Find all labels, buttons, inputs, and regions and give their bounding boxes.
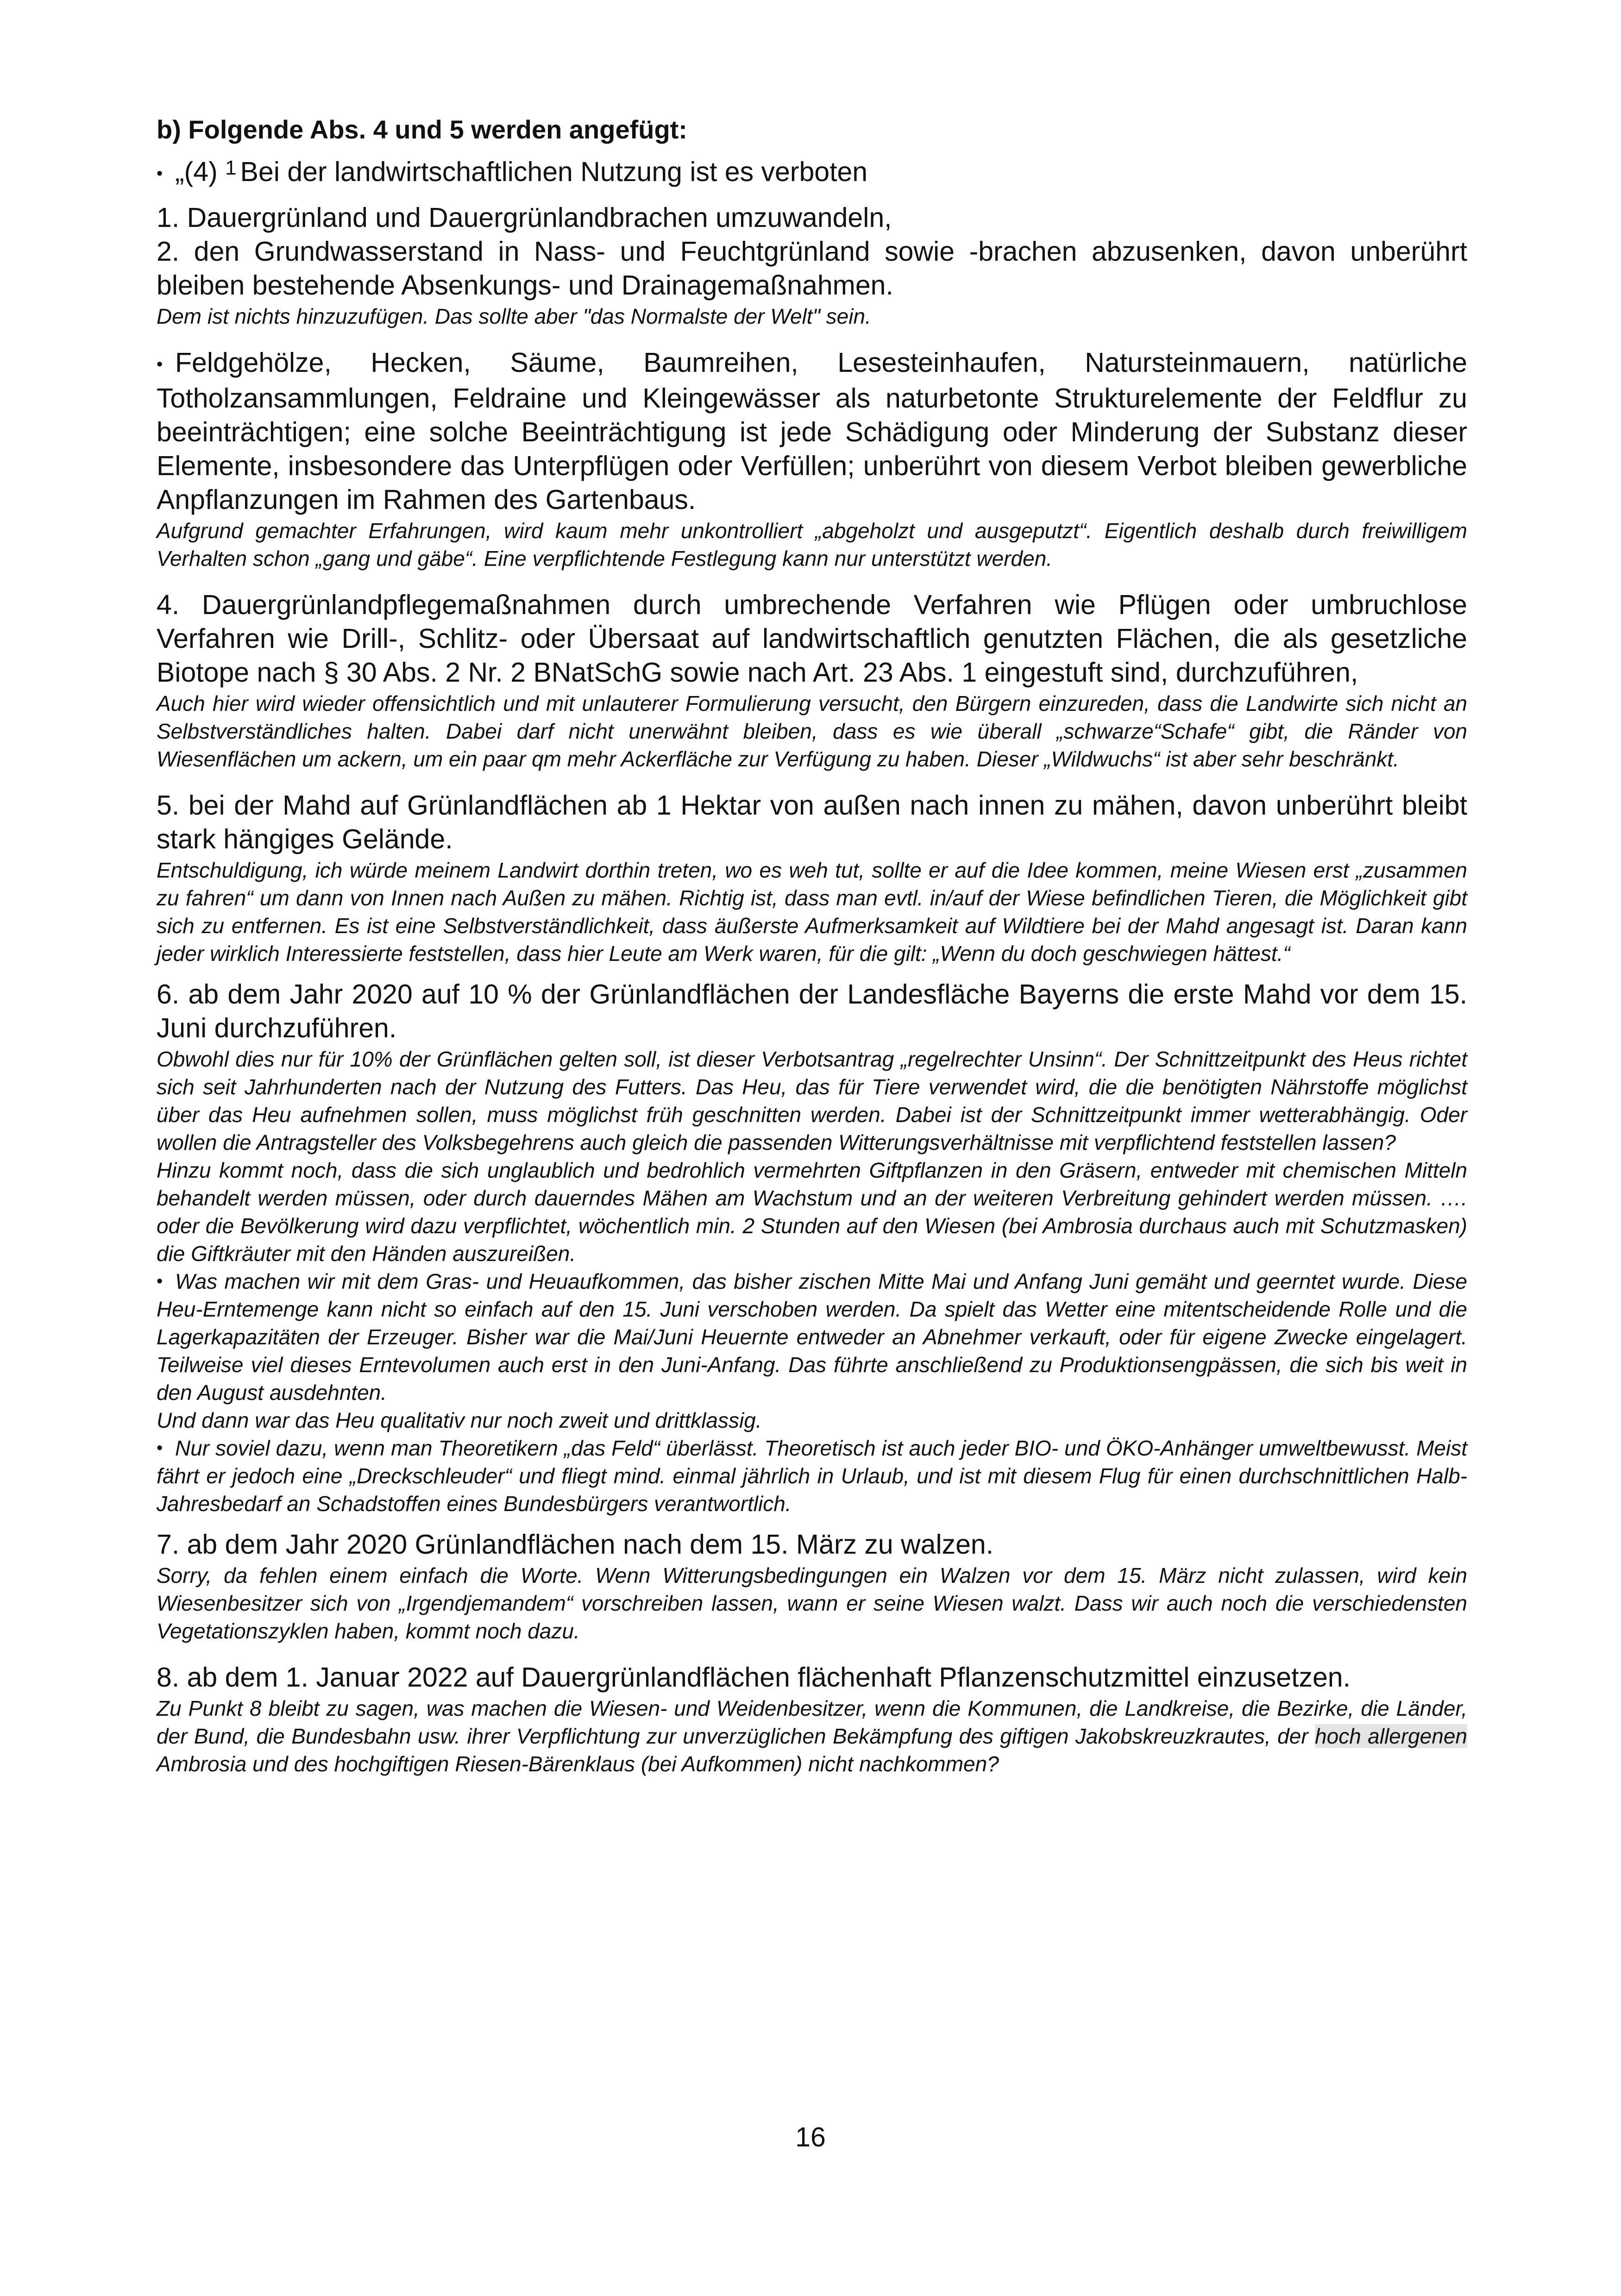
document-page xyxy=(157,111,1467,1778)
intro-paragraph xyxy=(157,151,1467,191)
list-item-7: 7. ab dem Jahr 2020 Grünlandflächen nach dem 15. März zu walzen. xyxy=(157,1529,994,1560)
bullet-icon: • xyxy=(157,1438,163,1458)
intro-superscript: 1 xyxy=(225,157,237,179)
list-item-6: 6. ab dem Jahr 2020 auf 10 % der Grünlandflächen der Landesfläche Bayerns die erste Mahd vor dem 15. Juni durchzuführen. xyxy=(157,979,1467,1043)
bullet-icon: • xyxy=(157,1272,163,1291)
highlighted-text: hoch allergenen xyxy=(1315,1724,1467,1748)
section-heading: b) Folgende Abs. 4 und 5 werden angefügt: xyxy=(157,115,687,144)
comment-item-6a: Obwohl dies nur für 10% der Grünflächen gelten soll, ist dieser Verbotsantrag „regelrechter Unsinn“. Der Schnittzeitpunkt des Heus richtet sich seit Jahrhunderten nach der Nutzung des Futters. Das Heu, das für Tiere verwendet wird, die die benötigten Nährstoffe möglichst über das Heu aufnehmen sollen, muss möglichst früh geschnitten werden. Dabei ist der Schnittzeitpunkt immer wetterabhängig. Oder wollen die Antragsteller des Volksbegehrens auch gleich die passenden Witterungsverhältnisse mit verpflichtend feststellen lassen? xyxy=(157,1047,1467,1154)
comment-item-5: Entschuldigung, ich würde meinem Landwirt dorthin treten, wo es weh tut, sollte er auf die Idee kommen, meine Wiesen erst „zusammen zu fahren“ um dann von Innen nach Außen zu mähen. Richtig ist, dass man evtl. in/auf der Wiese befindlichen Tieren, die Möglichkeit gibt sich zu entfernen. Es ist eine Selbstverständlichkeit, dass äußerste Aufmerksamkeit auf Wildtiere bei der Mahd angesagt ist. Daran kann jeder wirklich Interessierte feststellen, dass hier Leute am Werk waren, für die gilt: „Wenn du doch geschwiegen hättest.“ xyxy=(157,858,1467,966)
comment-item-6e-text: Nur soviel dazu, wenn man Theoretikern „das Feld“ überlässt. Theoretisch ist auch jeder BIO- und ÖKO-Anhänger umweltbewusst. Meist fährt er jedoch eine „Dreckschleuder“ und fliegt mind. einmal jährlich in Urlaub, und ist mit diesem Flug für einen durchschnittlichen Halb-Jahresbedarf an Schadstoffen eines Bundesbürgers verantwortlich. xyxy=(157,1436,1467,1516)
bullet-icon: • xyxy=(157,164,163,183)
comment-item-6b: Hinzu kommt noch, dass die sich unglaublich und bedrohlich vermehrten Giftpflanzen in den Gräsern, entweder mit chemischen Mitteln behandelt werden müssen, oder durch dauerndes Mähen am Wachstum und an der weiteren Verbreitung gehindert werden müssen. …. oder die Bevölkerung wird dazu verpflichtet, wöchentlich min. 2 Stunden auf den Wiesen (bei Ambrosia durchaus auch mit Schutzmasken) die Giftkräuter mit den Händen auszureißen. xyxy=(157,1158,1467,1266)
list-item-5: 5. bei der Mahd auf Grünlandflächen ab 1 Hektar von außen nach innen zu mähen, davon unberührt bleibt stark hängiges Gelände. xyxy=(157,790,1467,854)
comment-item-6d: Und dann war das Heu qualitativ nur noch zweit und drittklassig. xyxy=(157,1408,762,1432)
intro-prefix: „(4) xyxy=(175,157,218,187)
list-item-8: 8. ab dem 1. Januar 2022 auf Dauergrünlandflächen flächenhaft Pflanzenschutzmittel einzusetzen. xyxy=(157,1662,1351,1693)
page-number: 16 xyxy=(795,2122,826,2152)
list-item-4: 4. Dauergrünlandpflegemaßnahmen durch umbrechende Verfahren wie Pflügen oder umbruchlose Verfahren wie Drill-, Schlitz- oder Übersaat auf landwirtschaftlich genutzten Flächen, die als gesetzliche Biotope nach § 30 Abs. 2 Nr. 2 BNatSchG sowie nach Art. 23 Abs. 1 eingestuft sind, durchzuführen, xyxy=(157,590,1467,688)
comment-item-6c xyxy=(157,1267,1467,1406)
comment-item-8-before: Zu Punkt 8 bleibt zu sagen, was machen die Wiesen- und Weidenbesitzer, wenn die Kommunen, die Landkreise, die Bezirke, die Länder, der Bund, die Bundesbahn usw. ihrer Verpflichtung zur unverzüglichen Bekämpfung des giftigen Jakobskreuzkrautes, der xyxy=(157,1696,1467,1748)
list-item-3 xyxy=(157,346,1467,517)
list-item-1: 1. Dauergrünland und Dauergrünlandbrachen umzuwandeln, xyxy=(157,202,892,233)
comment-item-7: Sorry, da fehlen einem einfach die Worte. Wenn Witterungsbedingungen ein Walzen vor dem 15. März nicht zulassen, wird kein Wiesenbesitzer sich von „Irgendjemandem“ vorschreiben lassen, wann er seine Wiesen walzt. Dass wir auch noch die verschiedensten Vegetationszyklen haben, kommt noch dazu. xyxy=(157,1563,1467,1643)
comment-item-2: Dem ist nichts hinzuzufügen. Das sollte aber "das Normalste der Welt" sein. xyxy=(157,304,871,328)
bullet-icon: • xyxy=(157,355,163,374)
comment-item-8-after: Ambrosia und des hochgiftigen Riesen-Bärenklaus (bei Aufkommen) nicht nachkommen? xyxy=(157,1752,999,1776)
comment-item-4: Auch hier wird wieder offensichtlich und mit unlauterer Formulierung versucht, den Bürgern einzureden, dass die Landwirte sich nicht an Selbstverständliches halten. Dabei darf nicht unerwähnt bleiben, dass es wie überall „schwarze“Schafe“ gibt, die Ränder von Wiesenflächen um ackern, um ein paar qm mehr Ackerfläche zur Verfügung zu haben. Dieser „Wildwuchs“ ist aber sehr beschränkt. xyxy=(157,691,1467,771)
comment-item-6c-text: Was machen wir mit dem Gras- und Heuaufkommen, das bisher zischen Mitte Mai und Anfang Juni gemäht und geerntet wurde. Diese Heu-Erntemenge kann nicht so einfach auf den 15. Juni verschoben werden. Da spielt das Wetter eine mitentscheidende Rolle und die Lagerkapazitäten der Erzeuger. Bisher war die Mai/Juni Heuernte entweder an Abnehmer verkauft, oder für eigene Zwecke eingelagert. Teilweise viel dieses Erntevolumen auch erst in den Juni-Anfang. Das führte anschließend zu Produktionsengpässen, die sich bis weit in den August ausdehnten. xyxy=(157,1269,1467,1405)
comment-item-6e xyxy=(157,1434,1467,1518)
list-item-3-text: Feldgehölze, Hecken, Säume, Baumreihen, Lesesteinhaufen, Natursteinmauern, natürliche Totholzansammlungen, Feldraine und Kleingewässer als naturbetonte Strukturelemente der Feldflur zu beeinträchtigen; eine solche Beeinträchtigung ist jede Schädigung oder Minderung der Substanz dieser Elemente, insbesondere das Unterpflügen oder Verfüllen; unberührt von diesem Verbot bleiben gewerbliche Anpflanzungen im Rahmen des Gartenbaus. xyxy=(157,347,1467,515)
comment-item-8 xyxy=(157,1694,1467,1778)
comment-item-3: Aufgrund gemachter Erfahrungen, wird kaum mehr unkontrolliert „abgeholzt und ausgeputzt“. Eigentlich deshalb durch freiwilligem Verhalten schon „gang und gäbe“. Eine verpflichtende Festlegung kann nur unterstützt werden. xyxy=(157,519,1467,571)
intro-text: Bei der landwirtschaftlichen Nutzung ist es verboten xyxy=(240,157,868,187)
list-item-2: 2. den Grundwasserstand in Nass- und Feuchtgrünland sowie -brachen abzusenken, davon unberührt bleiben bestehende Absenkungs- und Drainagemaßnahmen. xyxy=(157,236,1467,301)
